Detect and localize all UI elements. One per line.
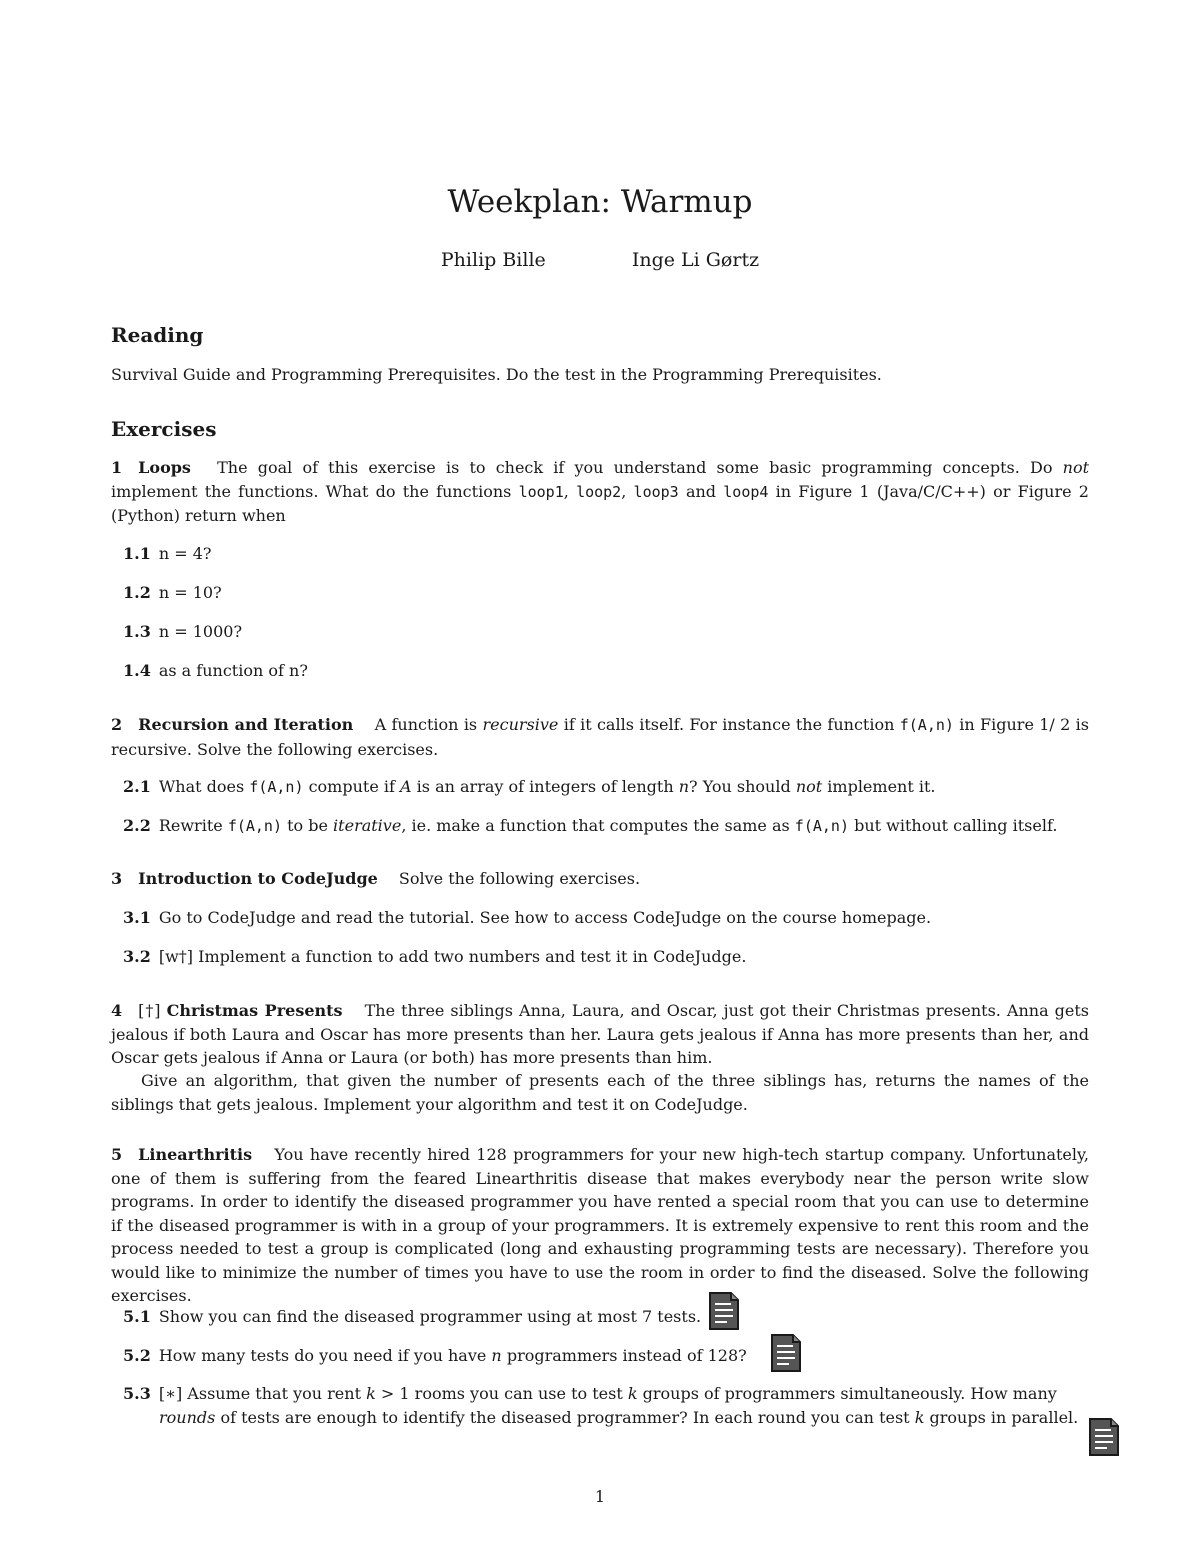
authors bbox=[0, 247, 1200, 273]
exercise-number: 3 bbox=[111, 869, 123, 888]
subexercise-number: 1.2 bbox=[123, 583, 151, 602]
note-icon-graphic bbox=[769, 1332, 803, 1374]
exercise-text: in Figure 1 (Java/C/C++) or Figure 2 (Python) return when bbox=[111, 481, 1089, 525]
subexercise-2-1 bbox=[123, 775, 1089, 800]
subexercise-text: as a function of n? bbox=[158, 661, 308, 680]
subexercise-text: ? You should bbox=[689, 777, 791, 796]
code-function: f(A,n) bbox=[899, 716, 954, 734]
exercise-title: Recursion and Iteration bbox=[138, 715, 354, 734]
subexercise-number: 1.1 bbox=[123, 544, 151, 563]
code-loop1: loop1 bbox=[518, 482, 564, 501]
variable: n bbox=[491, 1346, 502, 1365]
exercise-text: A function is bbox=[374, 715, 478, 734]
section-heading-reading: Reading bbox=[111, 323, 204, 347]
subexercise-number: 3.1 bbox=[123, 908, 151, 927]
subexercise-number: 5.2 bbox=[123, 1346, 151, 1365]
exercise-title: Loops bbox=[138, 458, 191, 477]
subexercise-1-3 bbox=[123, 620, 1089, 644]
subexercise-text: to be bbox=[287, 816, 328, 835]
subexercise-text: compute if bbox=[308, 777, 395, 796]
exercise-5 bbox=[111, 1143, 1089, 1308]
subexercise-3-1 bbox=[123, 906, 1089, 930]
subexercise-text: > 1 rooms you can use to test bbox=[380, 1384, 623, 1403]
reading-text: Survival Guide and Programming Prerequisites. Do the test in the Programming Prerequisites. bbox=[111, 365, 882, 384]
exercise-text: implement the functions. What do the functions bbox=[111, 481, 512, 501]
subexercise-number: 3.2 bbox=[123, 947, 151, 966]
author-name: Inge Li Gørtz bbox=[631, 249, 760, 271]
subexercise-text: n = 1000? bbox=[158, 622, 243, 641]
subexercise-text: is an array of integers of length bbox=[416, 777, 674, 796]
subexercise-number: 5.1 bbox=[123, 1307, 151, 1326]
code-loop4: loop4 bbox=[723, 482, 769, 501]
difficulty-tag: [†] bbox=[138, 1001, 161, 1020]
emphasis: not bbox=[1062, 458, 1090, 477]
conjunction: and bbox=[685, 481, 717, 501]
exercise-number: 1 bbox=[111, 458, 123, 477]
exercise-number: 5 bbox=[111, 1145, 123, 1164]
exercise-text: if it calls itself. For instance the function bbox=[563, 715, 895, 734]
exercise-text: Solve the following exercises. bbox=[398, 869, 641, 888]
subexercise-text: groups of programmers simultaneously. How many bbox=[642, 1384, 1057, 1403]
note-icon-graphic bbox=[707, 1290, 741, 1332]
exercise-4-text2: Give an algorithm, that given the number of presents each of the three siblings has, returns the names of the siblings that gets jealous. Implement your algorithm and test it on CodeJudge. bbox=[111, 1071, 1089, 1114]
variable: n bbox=[678, 777, 690, 796]
separator: , bbox=[621, 481, 627, 501]
note-icon[interactable] bbox=[769, 1332, 799, 1368]
exercise-2 bbox=[111, 713, 1089, 761]
subexercise-number: 1.4 bbox=[123, 661, 151, 680]
subexercise-5-2 bbox=[123, 1344, 747, 1368]
subexercise-text: programmers instead of 128? bbox=[506, 1346, 747, 1365]
variable: k bbox=[914, 1407, 925, 1427]
code-loop2: loop2 bbox=[576, 482, 622, 501]
subexercise-1-1 bbox=[123, 542, 1089, 566]
note-icon[interactable] bbox=[1087, 1416, 1117, 1452]
note-icon[interactable] bbox=[707, 1290, 737, 1326]
variable: k bbox=[366, 1384, 376, 1403]
code-function: f(A,n) bbox=[249, 778, 304, 796]
subexercise-text: Rewrite bbox=[158, 816, 223, 835]
subexercise-text: How many tests do you need if you have bbox=[158, 1346, 487, 1365]
subexercise-text: n = 4? bbox=[158, 544, 212, 563]
emphasis: recursive bbox=[482, 715, 559, 734]
exercise-number: 4 bbox=[111, 1001, 123, 1020]
emphasis: not bbox=[795, 777, 823, 796]
difficulty-tag: [w†] bbox=[158, 947, 194, 966]
difficulty-tag: [∗] bbox=[158, 1384, 183, 1403]
code-loop3: loop3 bbox=[633, 482, 679, 501]
variable: A bbox=[400, 777, 412, 796]
exercise-text: in Figure 1/ 2 is recursive. Solve the following exercises. bbox=[111, 715, 1089, 759]
subexercise-text: but without calling itself. bbox=[854, 816, 1058, 835]
exercise-number: 2 bbox=[111, 715, 123, 734]
subexercise-text: implement it. bbox=[827, 777, 936, 796]
page-title: Weekplan: Warmup bbox=[447, 184, 753, 220]
subexercise-5-3 bbox=[123, 1382, 1083, 1429]
subexercise-text: What does bbox=[158, 777, 245, 796]
subexercise-1-4 bbox=[123, 659, 1089, 683]
emphasis: rounds bbox=[159, 1407, 216, 1427]
subexercise-text: Show you can find the diseased programmer using at most 7 tests. bbox=[158, 1307, 702, 1326]
subexercise-text: Assume that you rent bbox=[187, 1384, 362, 1403]
exercise-title: Christmas Presents bbox=[166, 1001, 343, 1020]
exercise-4 bbox=[111, 999, 1089, 1070]
exercise-text: You have recently hired 128 programmers for your new high-tech startup company. Unfortunately, one of them is suffering from the feared Linearthritis disease that makes everybody near the person write slow programs. In order to identify the diseased programmer you have rented a special room that you can use to determine if the diseased programmer is with in a group of your programmers. It is extremely expensive to rent this room and the process needed to test a group is complicated (long and exhausting programming tests are necessary). Therefore you would like to minimize the number of times you have to use the room in order to find the diseased. Solve the following exercises. bbox=[111, 1145, 1089, 1305]
author-name: Philip Bille bbox=[440, 249, 546, 271]
subexercise-text: Implement a function to add two numbers and test it in CodeJudge. bbox=[198, 947, 747, 966]
subexercise-number: 1.3 bbox=[123, 622, 151, 641]
emphasis: iterative bbox=[333, 816, 402, 835]
subexercise-3-2 bbox=[123, 945, 1089, 969]
subexercise-number: 2.1 bbox=[123, 777, 151, 796]
subexercise-text: of tests are enough to identify the diseased programmer? In each round you can test bbox=[220, 1407, 910, 1427]
note-icon-graphic bbox=[1087, 1416, 1121, 1458]
exercise-3 bbox=[111, 867, 1089, 891]
subexercise-5-1 bbox=[123, 1305, 701, 1329]
separator: , bbox=[563, 481, 569, 501]
variable: k bbox=[627, 1384, 638, 1403]
page-number: 1 bbox=[594, 1487, 606, 1506]
subexercise-text: Go to CodeJudge and read the tutorial. See how to access CodeJudge on the course homepage. bbox=[158, 908, 932, 927]
exercise-1 bbox=[111, 456, 1089, 528]
exercise-title: Introduction to CodeJudge bbox=[138, 869, 378, 888]
subexercise-2-2 bbox=[123, 814, 1089, 839]
subexercise-1-2 bbox=[123, 581, 1089, 605]
exercise-title: Linearthritis bbox=[138, 1145, 253, 1164]
subexercise-text: n = 10? bbox=[158, 583, 222, 602]
code-function: f(A,n) bbox=[227, 817, 282, 835]
code-function: f(A,n) bbox=[794, 817, 849, 835]
section-heading-exercises: Exercises bbox=[111, 417, 217, 441]
subexercise-number: 2.2 bbox=[123, 816, 151, 835]
subexercise-text: groups in parallel. bbox=[929, 1407, 1079, 1427]
subexercise-text: , ie. make a function that computes the same as bbox=[401, 816, 790, 835]
exercise-text: The goal of this exercise is to check if you understand some basic programming concepts. Do bbox=[217, 458, 1053, 477]
subexercise-number: 5.3 bbox=[123, 1384, 151, 1403]
exercise-text: The three siblings Anna, Laura, and Oscar, just got their Christmas presents. Anna gets jealous if both Laura and Oscar has more presents than her. Laura gets jealous if Anna has more presents than her, and Oscar gets jealous if Anna or Laura (or both) has more presents than him. bbox=[111, 1001, 1090, 1067]
